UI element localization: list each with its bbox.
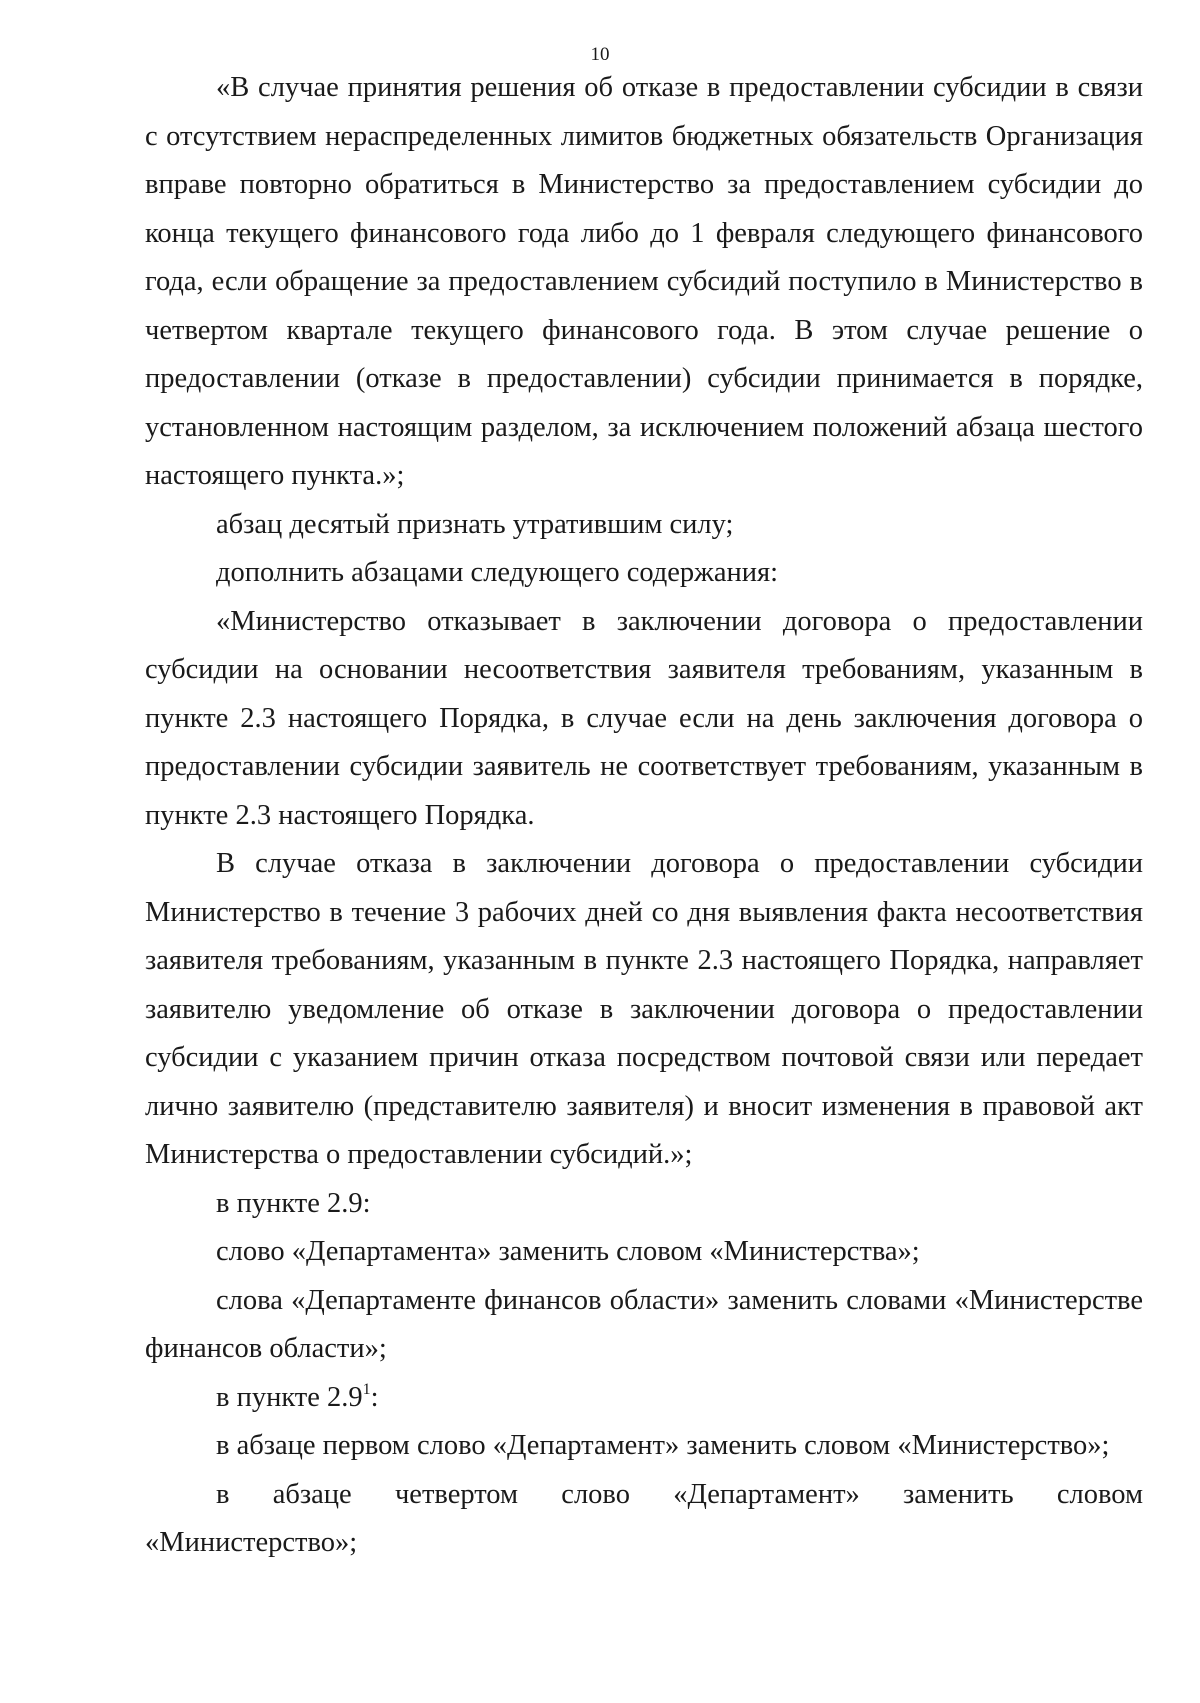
page-number: 10: [590, 44, 610, 65]
paragraph-ministry-refuses: «Министерство отказывает в заключении договора о предоставлении субсидии на основании несоответствия заявителя требованиям, указанным в пункте 2.3 настоящего Порядка, в случае если на день заключения договора о предоставлении субсидии заявитель не соответствует требованиям, указанным в пункте 2.3 настоящего Порядка.: [145, 605, 1143, 831]
paragraph-slova-departamente-finansov: слова «Департаменте финансов области» заменить словами «Министерстве финансов области»;: [145, 1284, 1143, 1364]
paragraph-refusal-notice: В случае отказа в заключении договора о предоставлении субсидии Министерство в течение 3 рабочих дней со дня выявления факта несоответствия заявителя требованиям, указанным в пункте 2.3 настоящего Порядка, направляет заявителю уведомление об отказе в заключении договора о предоставлении субсидии с указанием причин отказа посредством почтовой связи или передает лично заявителю (представителю заявителя) и вносит изменения в правовой акт Министерства о предоставлении субсидий.»;: [145, 848, 1143, 1170]
document-body: [145, 64, 1143, 1568]
punkt-2-9-1-colon: :: [370, 1381, 379, 1413]
paragraph-abzac-chetvertyi: в абзаце четвертом слово «Департамент» заменить словом «Министерство»;: [145, 1478, 1143, 1558]
paragraph-slovo-departamenta: слово «Департамента» заменить словом «Министерства»;: [216, 1236, 920, 1267]
paragraph-abzac-pervyi: в абзаце первом слово «Департамент» заменить словом «Министерство»;: [216, 1430, 1110, 1461]
paragraph-punkt-2-9: в пункте 2.9:: [216, 1187, 371, 1219]
punkt-2-9-1-text: в пункте 2.9: [216, 1381, 363, 1413]
paragraph-punkt-2-9-1: [145, 1374, 1143, 1423]
paragraph-refusal-limits: «В случае принятия решения об отказе в предоставлении субсидии в связи с отсутствием нераспределенных лимитов бюджетных обязательств Организация вправе повторно обратиться в Министерство за предоставлением субсидии до конца текущего финансового года либо до 1 февраля следующего финансового года, если обращение за предоставлением субсидий поступило в Министерство в четвертом квартале текущего финансового года. В этом случае решение о предоставлении (отказе в предоставлении) субсидии принимается в порядке, установленном настоящим разделом, за исключением положений абзаца шестого настоящего пункта.»;: [145, 72, 1143, 491]
punkt-2-9-1-superscript: 1: [362, 1380, 371, 1398]
paragraph-dopolnit: дополнить абзацами следующего содержания:: [216, 557, 779, 588]
paragraph-abzac-desyatyi: абзац десятый признать утратившим силу;: [216, 508, 734, 540]
